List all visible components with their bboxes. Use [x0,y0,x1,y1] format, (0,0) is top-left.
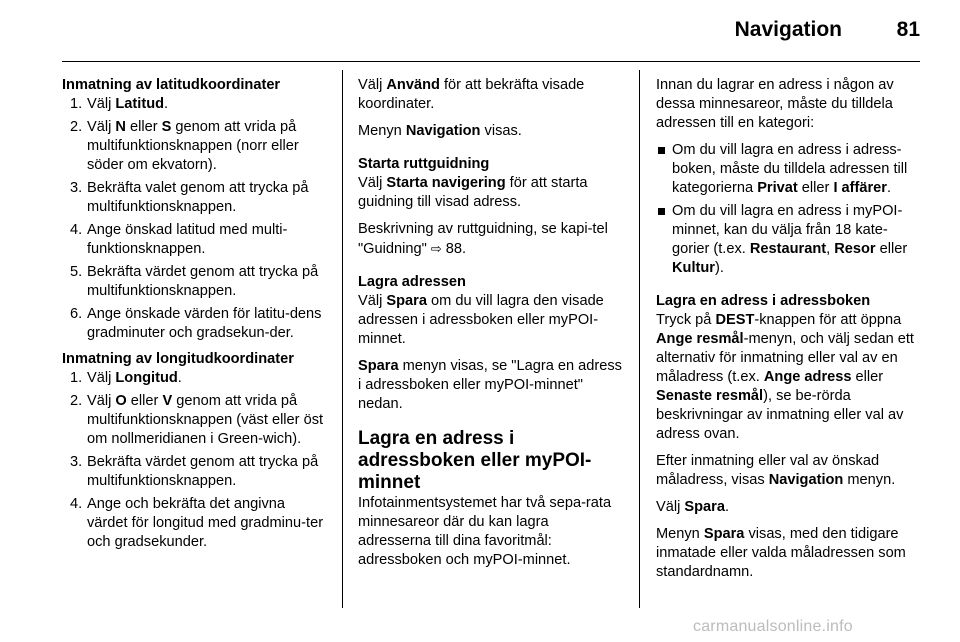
paragraph: Innan du lagrar en adress i någon av dessa minnesareor, måste du tilldela adressen till en kategori: [656,77,894,131]
text: visas. [480,123,522,139]
step-number: 1. [70,96,83,112]
list-item [62,495,328,552]
keyword: Restaurant [749,241,827,257]
section-save-address [358,273,624,414]
keyword: Senaste resmål [656,388,764,404]
text: eller [851,369,884,385]
section-save-in-addressbook [656,292,924,582]
step-number: 3. [70,454,83,470]
step-number: 5. [70,264,83,280]
step-text: eller [126,393,163,409]
paragraph [358,292,624,349]
text: . [886,180,892,196]
paragraph [656,311,924,444]
keyword: Ange adress [763,369,852,385]
text: -knappen för att öppna [754,312,902,328]
paragraph [358,357,624,414]
watermark: carmanualsonline.info [693,618,853,635]
bullet-square-icon [658,208,665,215]
text: Välj [358,293,387,309]
keyword: Använd [386,77,440,93]
step-keyword: Latitud [115,96,165,112]
step-text: genom att vrida på multifunktionsknappen (väst eller öst om nollmeridianen i Green-wich). [87,393,324,447]
text: Menyn [358,123,406,139]
text: för att bekräfta visade koordinater. [358,77,585,112]
step-text: Ange önskade värden för latitu-dens gradminuter och gradsekun-der. [87,306,322,341]
column-divider [639,70,640,608]
column-right [656,76,924,590]
page-title: Navigation [734,18,842,41]
list-item [62,95,328,114]
keyword: DEST [715,312,755,328]
text: ), se be-rörda beskrivningar av inmatning eller val av adress ovan. [656,388,904,442]
step-number: 4. [70,222,83,238]
step-keyword: V [162,393,173,409]
keyword: Navigation [405,123,481,139]
keyword: Ange resmål [656,331,744,347]
step-number: 2. [70,393,83,409]
step-text: Välj [87,119,116,135]
lon-heading: Inmatning av longitudkoordinater [62,351,294,367]
step-number: 3. [70,180,83,196]
text: ). [714,260,724,276]
keyword: Spara [703,526,745,542]
keyword: Spara [358,358,399,374]
page-header [0,0,960,60]
keyword: I affärer [833,180,887,196]
step-text: Bekräfta värdet genom att trycka på multifunktionsknappen. [87,264,319,299]
paragraph: Infotainmentsystemet har två sepa-rata minnesareor där du kan lagra adresserna till dina favoritmål: adressboken och myPOI-minnet. [358,495,612,568]
text: Om du vill lagra en adress i myPOI-minnet, kan du välja från 18 kate-gorier (t.ex. [672,203,903,257]
step-text: Välj [87,393,116,409]
lat-heading: Inmatning av latitudkoordinater [62,77,281,93]
lon-steps [62,369,328,552]
text: Välj [358,77,387,93]
keyword: Resor [834,241,876,257]
step-keyword: S [161,119,172,135]
text: eller [797,180,834,196]
text: , [826,241,835,257]
text: om du vill lagra den visade adressen i adressboken eller myPOI-minnet. [358,293,604,347]
text: menyn visas, se "Lagra en adress i adressboken eller myPOI-minnet" nedan. [358,358,622,412]
keyword: Starta navigering [386,175,506,191]
step-keyword: Longitud [115,370,178,386]
keyword: Kultur [672,260,715,276]
category-list [656,141,924,278]
step-text: genom att vrida på multifunktionsknappen (norr eller söder om ekvatorn). [87,119,299,173]
bullet-square-icon [658,147,665,154]
list-item [62,453,328,491]
save-heading: Lagra adressen [358,274,466,290]
step-text: Ange och bekräfta det angivna värdet för longitud med gradminu-ter och gradsekunder. [87,496,324,550]
step-keyword: O [115,393,127,409]
page-ref-arrow-icon: ⇨ [430,241,442,256]
keyword: Spara [386,293,427,309]
text: Beskrivning av ruttguidning, se kapi-tel "Guidning" [358,221,608,257]
column-divider [342,70,343,608]
step-number: 1. [70,370,83,386]
column-middle [358,76,624,578]
text: Välj [358,175,387,191]
paragraph [358,122,624,141]
step-text: . [177,370,182,386]
text: Om du vill lagra en adress i adress-boken, måste du tilldela adressen till kategorierna [672,142,908,196]
text: -menyn, och välj sedan ett alternativ för inmatning eller val av en måladress (t.ex. [656,331,914,385]
step-text: Bekräfta värdet genom att trycka på multifunktionsknappen. [87,454,319,489]
list-item [656,202,924,278]
list-item [62,179,328,217]
step-text: Ange önskad latitud med multi-funktionsknappen. [87,222,288,257]
section-start-guidance [358,155,624,259]
keyword: Privat [757,180,798,196]
step-text: . [164,96,169,112]
paragraph [656,452,924,490]
text: för att starta guidning till visad adress. [358,175,588,210]
paragraph [358,76,624,114]
keyword: Navigation [768,472,844,488]
text: Välj [656,499,685,515]
text: menyn. [843,472,896,488]
text: Tryck på [656,312,716,328]
column-left [62,76,328,559]
text: . [724,499,730,515]
page-ref: 88. [441,241,467,257]
list-item [62,221,328,259]
list-item [62,392,328,449]
list-item [656,141,924,198]
step-keyword: N [115,119,126,135]
section-heading-large: Lagra en adress i adressboken eller myPOI-minnet [358,428,592,493]
step-text: eller [125,119,162,135]
step-text: Välj [87,370,116,386]
header-rule [62,61,920,62]
list-item [62,369,328,388]
step-number: 2. [70,119,83,135]
keyword: Spara [684,499,725,515]
list-item [62,305,328,343]
text: Efter inmatning eller val av önskad måladress, visas [656,453,880,488]
list-item [62,118,328,175]
step-text: Bekräfta valet genom att trycka på multifunktionsknappen. [87,180,309,215]
page-number: 81 [896,18,920,41]
paragraph [656,498,924,517]
paragraph [358,220,624,259]
paragraph [656,525,924,582]
addressbook-heading: Lagra en adress i adressboken [656,293,871,309]
text: visas, med den tidigare inmatade eller valda måladressen som standardnamn. [656,526,906,580]
text: Menyn [656,526,704,542]
lat-steps [62,95,328,343]
step-text: Välj [87,96,116,112]
text: eller [875,241,908,257]
start-heading: Starta ruttguidning [358,156,490,172]
step-number: 4. [70,496,83,512]
paragraph [358,174,624,212]
step-number: 6. [70,306,83,322]
list-item [62,263,328,301]
